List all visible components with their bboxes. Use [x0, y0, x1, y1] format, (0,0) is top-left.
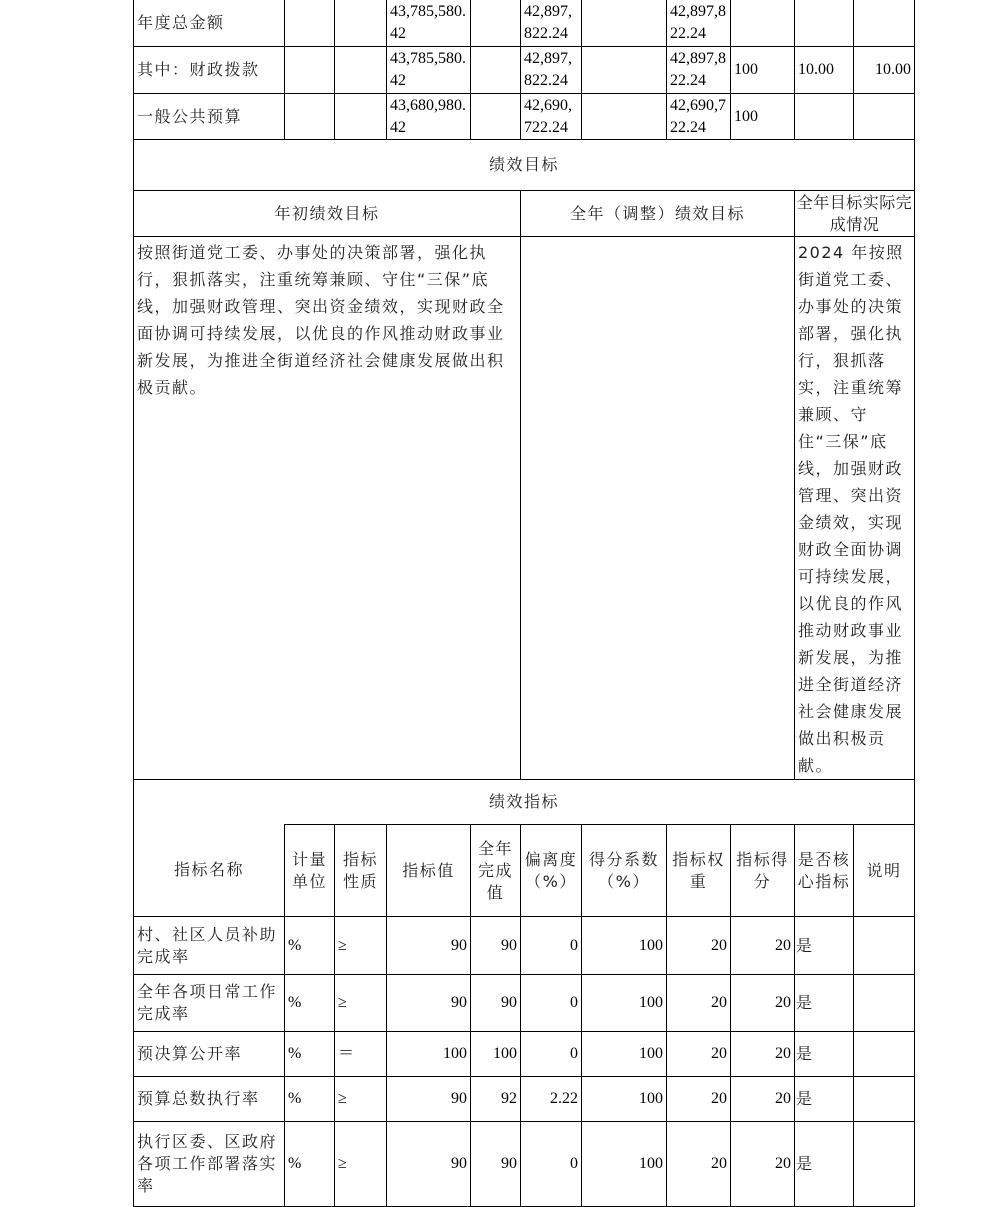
indicator-weight: 20: [667, 975, 731, 1032]
indicator-target: 90: [387, 1077, 471, 1122]
actual-goal-text: 2024 年按照街道党工委、办事处的决策部署，强化执行，狠抓落实，注重统筹兼顾、守住“三保”底线，加强财政管理、突出资金绩效，实现财政全面协调可持续发展，以优良的作风推动财政事业新发展，为推进全街道经济社会健康发展做出积极贡献。: [795, 237, 915, 780]
budget-cell-empty: [582, 47, 667, 94]
budget-row-total: [134, 0, 915, 47]
indicator-score: 20: [731, 975, 795, 1032]
indicator-unit: %: [285, 917, 335, 975]
adjusted-goal-header: 全年（调整）绩效目标: [521, 191, 795, 237]
budget-cell-empty: [285, 0, 335, 47]
indicator-name: 预算总数执行率: [134, 1077, 285, 1122]
budget-cell-empty: [471, 47, 521, 94]
indicator-weight: 20: [667, 1122, 731, 1207]
indicator-nature: ≥: [335, 1122, 387, 1207]
indicator-actual: 90: [471, 917, 521, 975]
indicator-nature: ≥: [335, 975, 387, 1032]
note-header: 说明: [854, 825, 915, 917]
actual-goal-header: 全年目标实际完成情况: [795, 191, 915, 237]
score-weight-value: 10.00: [795, 47, 854, 94]
goals-section-title: 绩效目标: [134, 140, 915, 191]
indicator-target: 90: [387, 1122, 471, 1207]
indicator-weight: 20: [667, 917, 731, 975]
indicator-actual: 90: [471, 975, 521, 1032]
budget-row-name: 其中：财政拨款: [134, 47, 285, 94]
indicator-score: 20: [731, 1032, 795, 1077]
indicator-coefficient: 100: [582, 917, 667, 975]
indicator-core: 是: [795, 917, 854, 975]
initial-goal-text: 按照街道党工委、办事处的决策部署，强化执行，狠抓落实，注重统筹兼顾、守住“三保”底线，加强财政管理、突出资金绩效，实现财政全面协调可持续发展，以优良的作风推动财政事业新发展，为推进全街道经济社会健康发展做出积极贡献。: [134, 237, 521, 780]
nature-header: 指标性质: [335, 825, 387, 917]
execution-rate-value: 100: [731, 94, 795, 140]
budget-row-general: [134, 94, 915, 140]
indicator-note: [854, 1077, 915, 1122]
indicators-header-row: [134, 825, 915, 917]
annual-budget-value: 43,785,580.42: [387, 47, 471, 94]
deviation-header: 偏离度（%）: [521, 825, 582, 917]
score-weight-value: [795, 0, 854, 47]
budget-cell-empty: [471, 0, 521, 47]
indicator-deviation: 0: [521, 1122, 582, 1207]
indicator-deviation: 0: [521, 917, 582, 975]
indicator-nature: ＝: [335, 1032, 387, 1077]
indicator-target: 90: [387, 975, 471, 1032]
indicator-unit: %: [285, 1032, 335, 1077]
indicator-row: [134, 975, 915, 1032]
indicator-score: 20: [731, 917, 795, 975]
budget-cell-empty: [285, 47, 335, 94]
indicator-coefficient: 100: [582, 975, 667, 1032]
score-value: [854, 0, 915, 47]
indicators-section-title: 绩效指标: [134, 780, 915, 825]
core-header: 是否核心指标: [795, 825, 854, 917]
adjusted-budget-value: 42,690,722.24: [521, 94, 582, 140]
indicator-name: 预决算公开率: [134, 1032, 285, 1077]
execution-rate-value: [731, 0, 795, 47]
indicator-nature: ≥: [335, 1077, 387, 1122]
performance-table: [133, 0, 915, 1207]
score-value: 10.00: [854, 47, 915, 94]
target-header: 指标值: [387, 825, 471, 917]
indicator-core: 是: [795, 975, 854, 1032]
indicators-section-row: [134, 780, 915, 825]
indicator-note: [854, 917, 915, 975]
indicator-note: [854, 1032, 915, 1077]
indicator-row: [134, 1032, 915, 1077]
indicator-note: [854, 975, 915, 1032]
indicator-target: 100: [387, 1032, 471, 1077]
indicator-name: 村、社区人员补助完成率: [134, 917, 285, 975]
executed-value: 42,897,822.24: [667, 0, 731, 47]
indicator-weight: 20: [667, 1032, 731, 1077]
budget-cell-empty: [582, 0, 667, 47]
budget-cell-empty: [335, 47, 387, 94]
indicator-actual: 100: [471, 1032, 521, 1077]
actual-header: 全年完成值: [471, 825, 521, 917]
annual-budget-value: 43,680,980.42: [387, 94, 471, 140]
indicator-unit: %: [285, 1077, 335, 1122]
score-header: 指标得分: [731, 825, 795, 917]
goals-content-row: [134, 237, 915, 780]
indicator-deviation: 0: [521, 975, 582, 1032]
adjusted-budget-value: 42,897,822.24: [521, 47, 582, 94]
indicator-row: [134, 1122, 915, 1207]
indicator-coefficient: 100: [582, 1032, 667, 1077]
indicator-note: [854, 1122, 915, 1207]
indicator-core: 是: [795, 1032, 854, 1077]
score-weight-value: [795, 94, 854, 140]
unit-header: 计量单位: [285, 825, 335, 917]
execution-rate-value: 100: [731, 47, 795, 94]
indicator-unit: %: [285, 1122, 335, 1207]
indicator-target: 90: [387, 917, 471, 975]
indicator-core: 是: [795, 1077, 854, 1122]
indicator-row: [134, 1077, 915, 1122]
indicator-weight: 20: [667, 1077, 731, 1122]
budget-row-name: 一般公共预算: [134, 94, 285, 140]
score-value: [854, 94, 915, 140]
budget-cell-empty: [335, 94, 387, 140]
budget-cell-empty: [471, 94, 521, 140]
executed-value: 42,897,822.24: [667, 47, 731, 94]
executed-value: 42,690,722.24: [667, 94, 731, 140]
indicator-deviation: 0: [521, 1032, 582, 1077]
initial-goal-header: 年初绩效目标: [134, 191, 521, 237]
indicator-unit: %: [285, 975, 335, 1032]
adjusted-goal-text: [521, 237, 795, 780]
indicator-row: [134, 917, 915, 975]
annual-budget-value: 43,785,580.42: [387, 0, 471, 47]
indicator-coefficient: 100: [582, 1077, 667, 1122]
weight-header: 指标权重: [667, 825, 731, 917]
indicator-score: 20: [731, 1122, 795, 1207]
budget-row-fiscal: [134, 47, 915, 94]
indicator-deviation: 2.22: [521, 1077, 582, 1122]
goals-header-row: [134, 191, 915, 237]
indicator-coefficient: 100: [582, 1122, 667, 1207]
indicator-actual: 90: [471, 1122, 521, 1207]
budget-cell-empty: [285, 94, 335, 140]
indicator-name-header: 指标名称: [134, 825, 285, 917]
indicator-core: 是: [795, 1122, 854, 1207]
adjusted-budget-value: 42,897,822.24: [521, 0, 582, 47]
indicator-name: 执行区委、区政府各项工作部署落实率: [134, 1122, 285, 1207]
budget-cell-empty: [582, 94, 667, 140]
coefficient-header: 得分系数（%）: [582, 825, 667, 917]
indicator-nature: ≥: [335, 917, 387, 975]
indicator-name: 全年各项日常工作完成率: [134, 975, 285, 1032]
budget-row-name: 年度总金额: [134, 0, 285, 47]
budget-cell-empty: [335, 0, 387, 47]
indicator-actual: 92: [471, 1077, 521, 1122]
goals-section-row: [134, 140, 915, 191]
indicator-score: 20: [731, 1077, 795, 1122]
